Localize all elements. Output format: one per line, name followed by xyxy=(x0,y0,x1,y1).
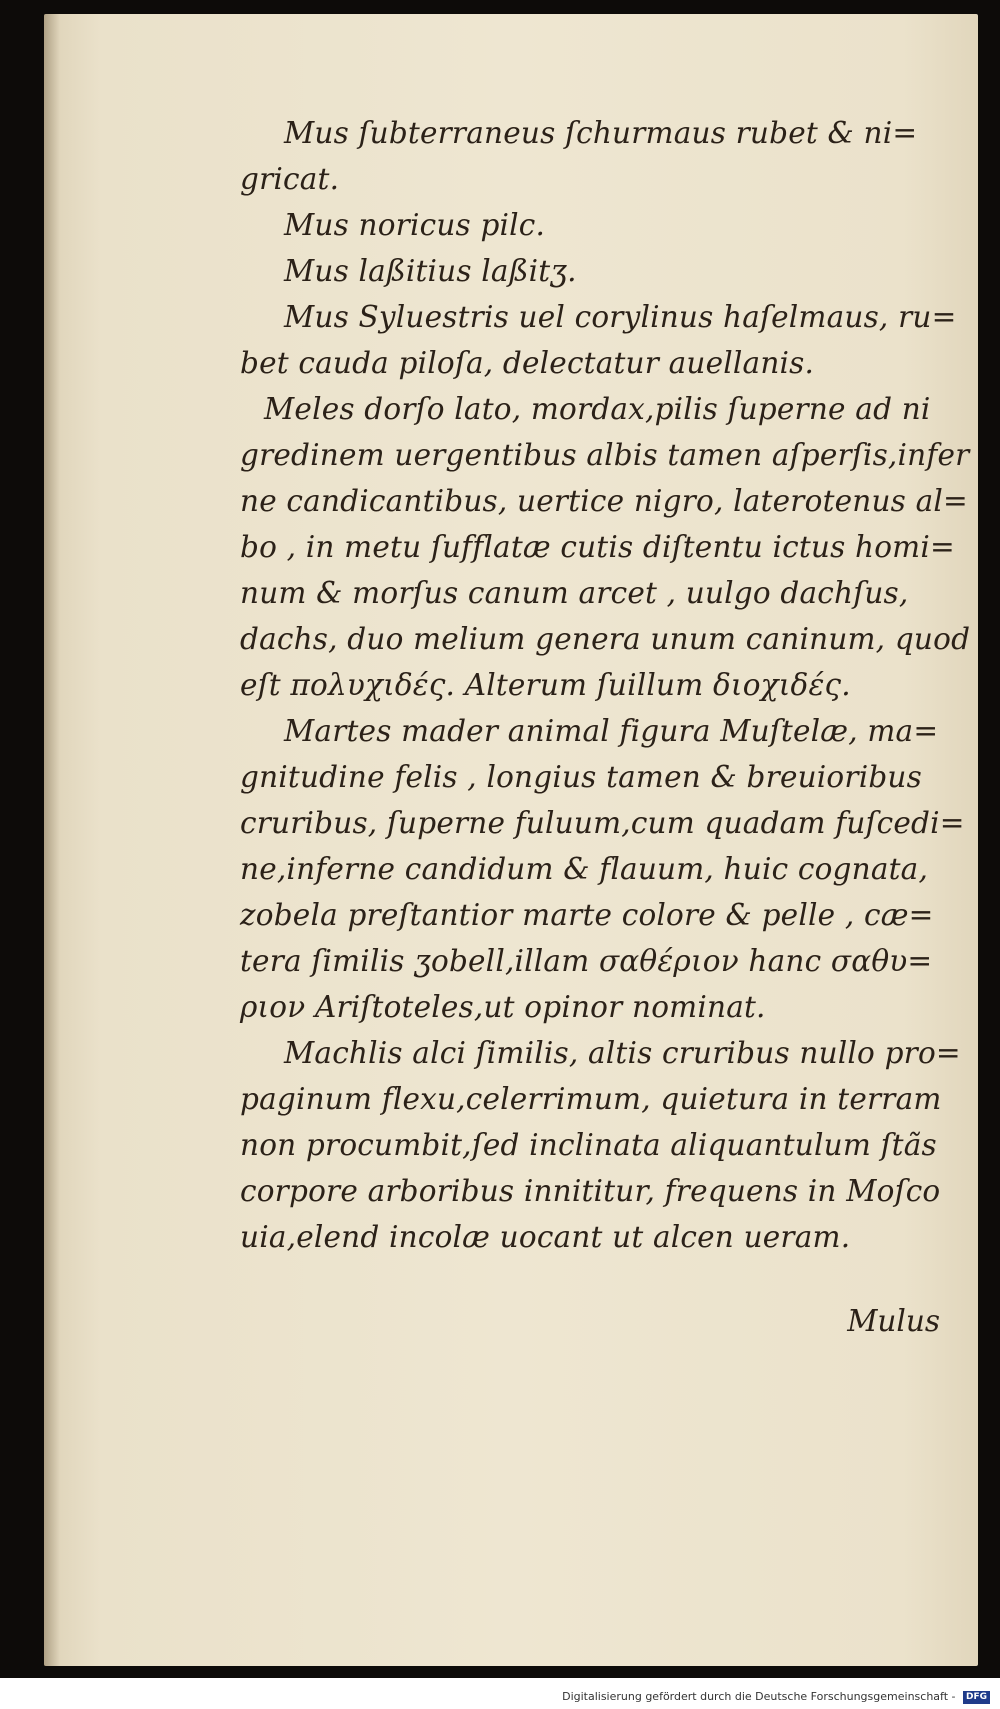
text-line: eſt πολυχιδές. Alterum ſuillum διοχιδές. xyxy=(240,668,851,702)
text-line: non procumbit,ſed inclinata aliquantulum ſtãs xyxy=(240,1128,937,1162)
text-line: bet cauda piloſa, delectatur auellanis. xyxy=(240,346,815,380)
text-line: Mus laßitius laßitʒ. xyxy=(284,254,577,288)
text-line: Meles dorſo lato, mordax,pilis ſuperne ad ni xyxy=(264,392,931,426)
text-line: gredinem uergentibus albis tamen aſperſis,infer xyxy=(240,438,970,472)
digitization-footer xyxy=(0,1690,990,1704)
text-line: ne candicantibus, uertice nigro, laterotenus al= xyxy=(240,484,968,518)
text-line: bo , in metu ſufflatæ cutis diſtentu ictus homi= xyxy=(240,530,955,564)
text-line: Mus Syluestris uel corylinus haſelmaus, ru= xyxy=(284,300,957,334)
text-line: Machlis alci ſimilis, altis cruribus nullo pro= xyxy=(284,1036,961,1070)
text-line: num & morſus canum arcet , uulgo dachſus, xyxy=(240,576,909,610)
text-line: ne,inferne candidum & flauum, huic cognata, xyxy=(240,852,929,886)
text-line: corpore arboribus innititur, frequens in Moſco xyxy=(240,1174,941,1208)
text-line: paginum flexu,celerrimum, quietura in terram xyxy=(240,1082,942,1116)
text-line: tera ſimilis ʒobell,illam σαθέριον hanc σαθυ= xyxy=(240,944,933,978)
text-line: Mus noricus pilc. xyxy=(284,208,546,242)
catchword-row xyxy=(240,1298,940,1344)
text-line: zobela preſtantior marte colore & pelle , cæ= xyxy=(240,898,934,932)
text-line: dachs, duo melium genera unum caninum, quod xyxy=(240,622,971,656)
text-line: uia,elend incolæ uocant ut alcen ueram. xyxy=(240,1220,851,1254)
footer-credit-text: Digitalisierung gefördert durch die Deutsche Forschungsgemeinschaft - xyxy=(562,1690,956,1703)
text-line: Martes mader animal figura Muſtelæ, ma= xyxy=(284,714,939,748)
dfg-logo: DFG xyxy=(963,1691,990,1704)
text-line: gnitudine felis , longius tamen & breuioribus xyxy=(240,760,922,794)
text-line: cruribus, ſuperne fuluum,cum quadam fuſcedi= xyxy=(240,806,965,840)
text-line: ριον Ariſtoteles,ut opinor nominat. xyxy=(240,990,766,1024)
catchword: Mulus xyxy=(847,1304,940,1338)
page-gutter-shadow xyxy=(44,14,60,1666)
text-line: Mus ſubterraneus ſchurmaus rubet & ni= xyxy=(284,116,918,150)
page-text-block xyxy=(240,110,971,1260)
text-line: gricat. xyxy=(240,162,340,196)
